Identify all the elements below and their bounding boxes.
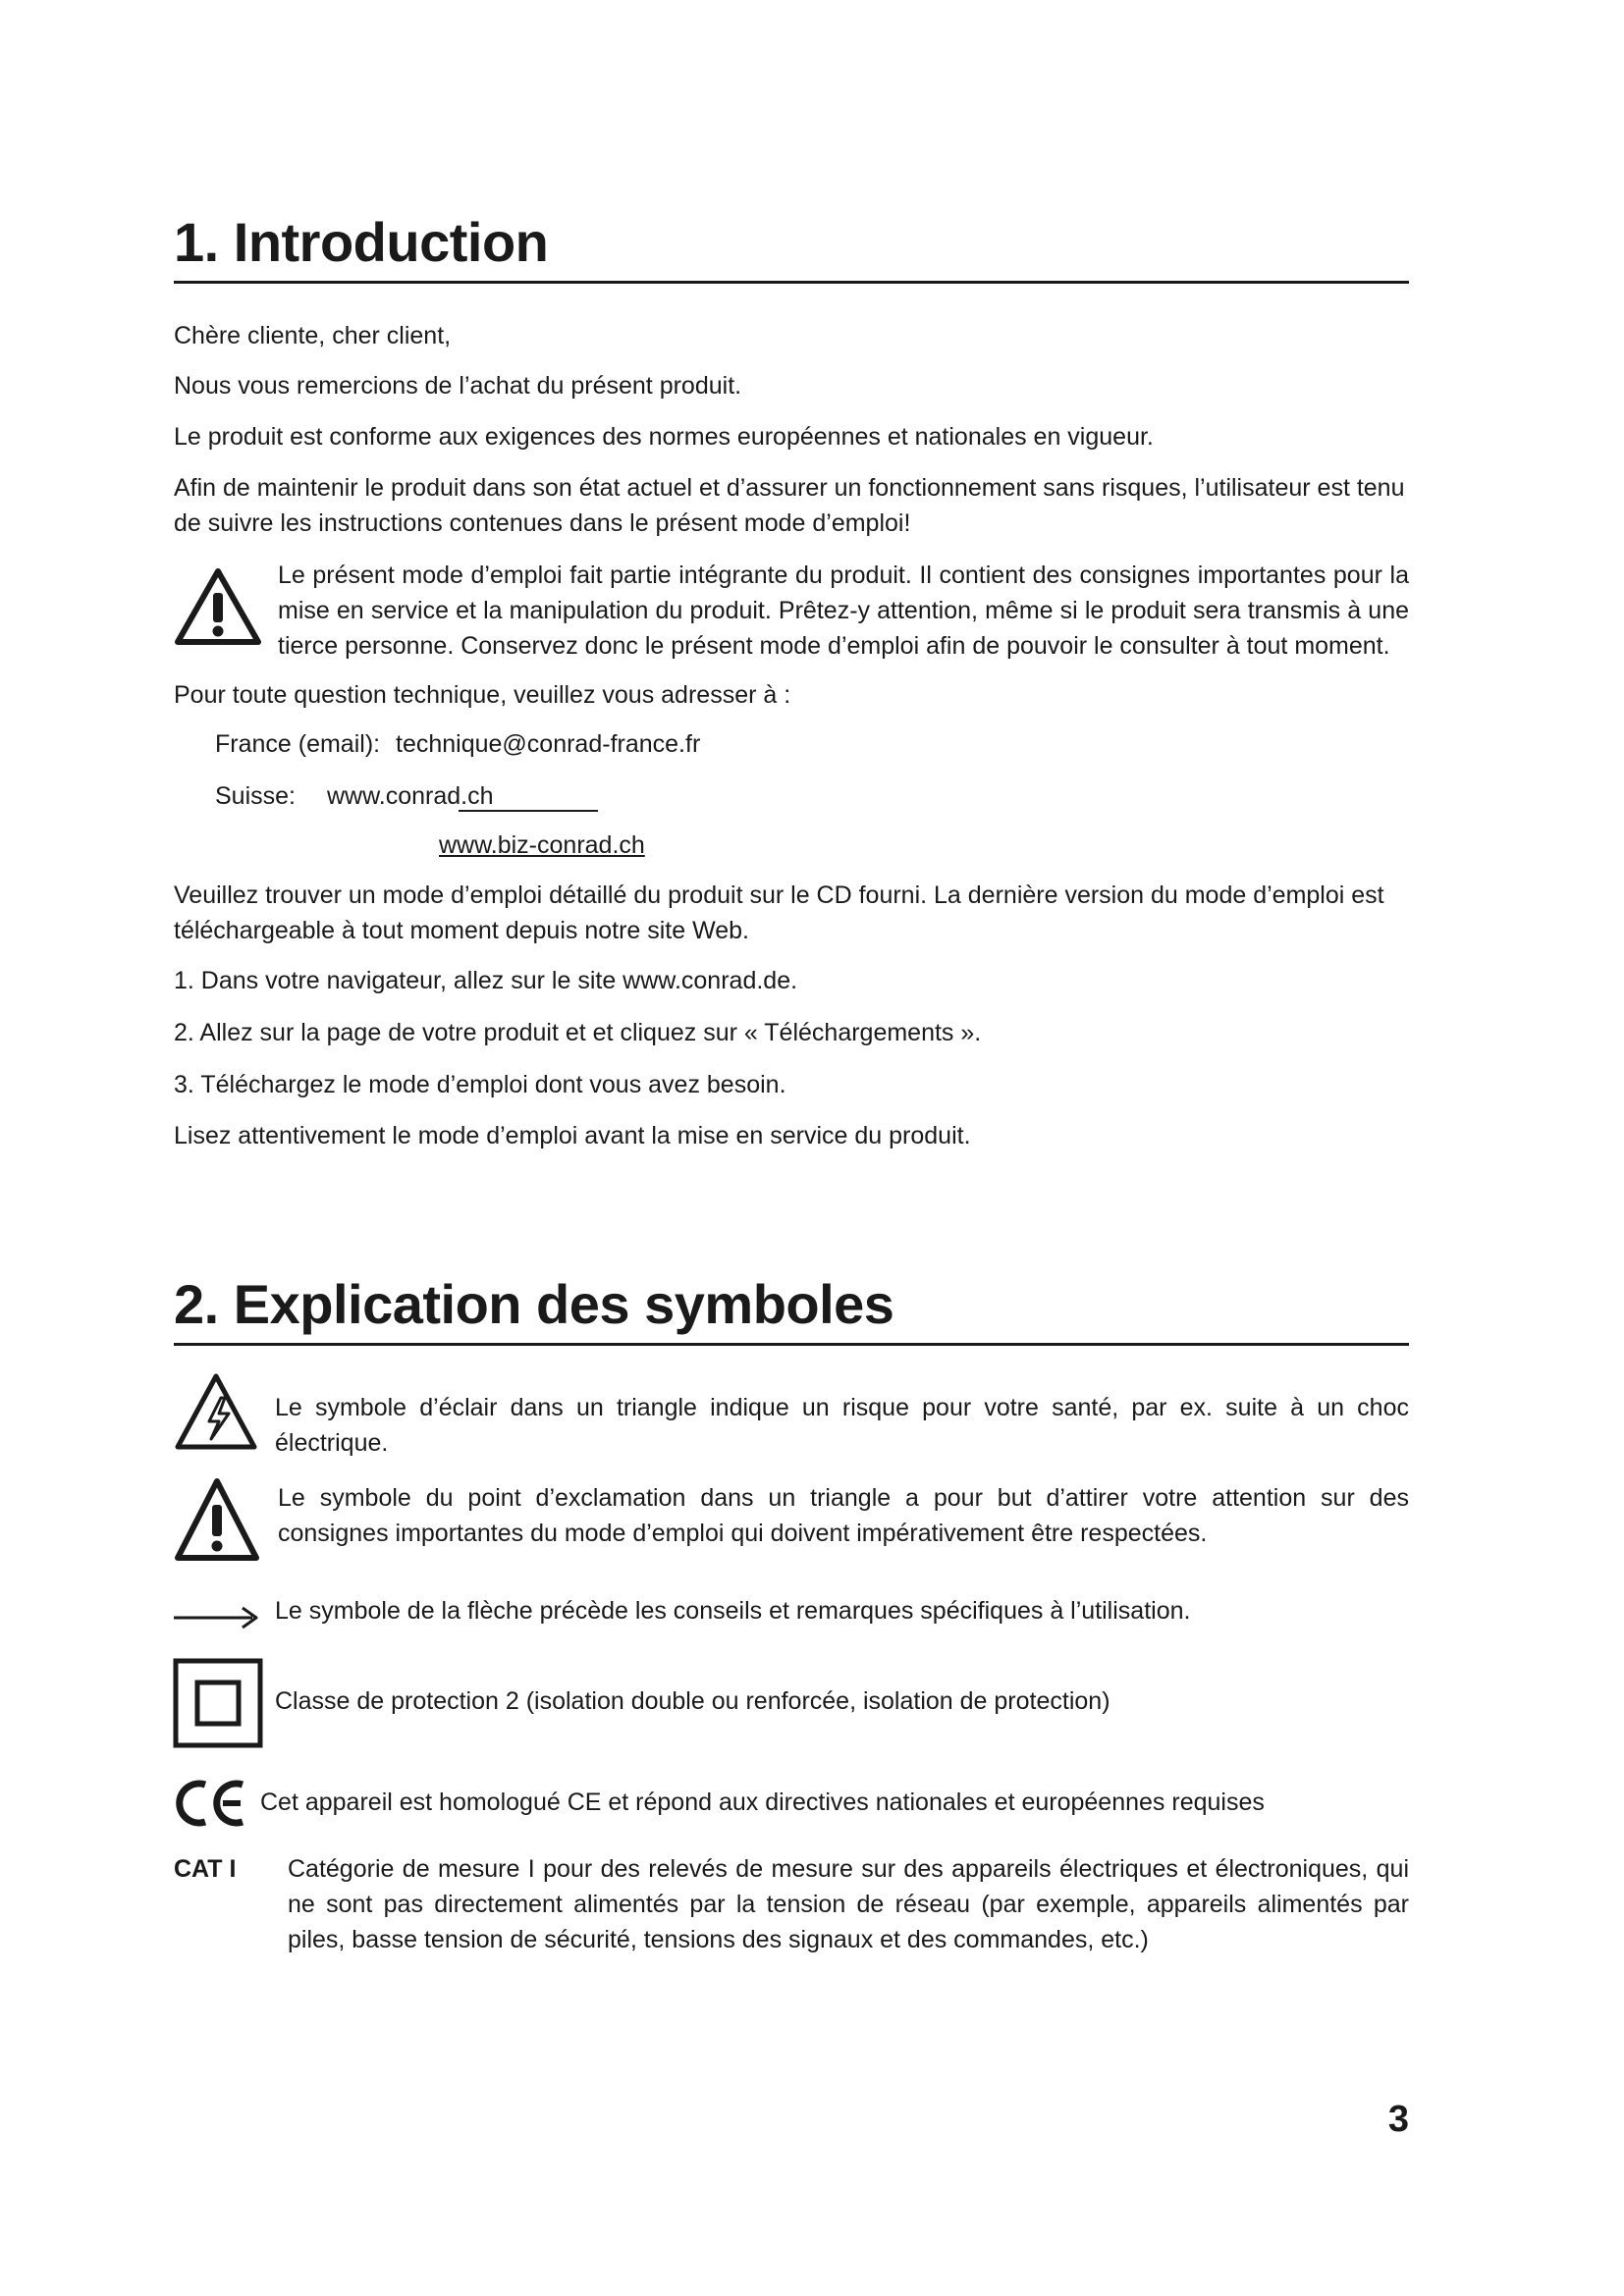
- suisse-label: Suisse:: [215, 782, 296, 810]
- lightning-text: Le symbole d’éclair dans un triangle indique un risque pour votre santé, par ex. suite à un choc électrique.: [275, 1394, 1409, 1457]
- arrow-right-icon: [174, 1605, 260, 1630]
- section-1-heading: 1. Introduction: [174, 208, 1409, 284]
- lightning-triangle-icon: [174, 1372, 258, 1451]
- underline-rule: [459, 810, 598, 812]
- page: [174, 0, 1409, 2296]
- paragraph-conform: Le produit est conforme aux exigences des normes européennes et nationales en vigueur.: [174, 423, 1154, 451]
- biz-conrad-link[interactable]: www.biz-conrad.ch: [439, 831, 645, 859]
- paragraph-read: Lisez attentivement le mode d’emploi avant la mise en service du produit.: [174, 1122, 971, 1149]
- step-2: 2. Allez sur la page de votre produit et et cliquez sur « Téléchargements ».: [174, 1019, 982, 1046]
- class2-text: Classe de protection 2 (isolation double ou renforcée, isolation de protection): [275, 1687, 1110, 1715]
- contact-intro: Pour toute question technique, veuillez vous adresser à :: [174, 681, 791, 709]
- warning-note-text: Le présent mode d’emploi fait partie intégrante du produit. Il contient des consignes importantes pour la mise en service et la manipulation du produit. Prêtez-y attention, même si le produit sera transmis à une tierce personne. Conservez donc le présent mode d’emploi afin de pouvoir le consulter à tout moment.: [278, 561, 1409, 660]
- exclamation-triangle-icon: [174, 567, 262, 646]
- france-email-link[interactable]: technique@conrad-france.fr: [396, 730, 701, 758]
- ce-mark-icon: [174, 1779, 248, 1828]
- cat-text: Catégorie de mesure I pour des relevés de mesure sur des appareils électriques et électroniques, qui ne sont pas directement alimentés par la tension de réseau (par exemple, appareils alimentés par piles, basse tension de sécurité, tensions des signaux et des commandes, etc.): [288, 1855, 1409, 1953]
- page-number: 3: [1387, 2099, 1409, 2140]
- exclamation-triangle-icon-2: [174, 1477, 260, 1562]
- paragraph-thanks: Nous vous remercions de l’achat du présent produit.: [174, 372, 742, 400]
- exclamation-text: Le symbole du point d’exclamation dans un triangle a pour but d’attirer votre attention sur des consignes importantes du mode d’emploi qui doivent impérativement être respectées.: [278, 1484, 1409, 1547]
- cat-label: CAT I: [174, 1855, 237, 1883]
- paragraph-maintain: Afin de maintenir le produit dans son état actuel et d’assurer un fonctionnement sans risques, l’utilisateur est tenu de suivre les instructions contenues dans le présent mode d’emploi!: [174, 474, 1405, 537]
- france-label: France (email):: [215, 730, 381, 758]
- step-3: 3. Téléchargez le mode d’emploi dont vous avez besoin.: [174, 1071, 786, 1098]
- suisse-link[interactable]: www.conrad.ch: [327, 782, 494, 810]
- double-square-icon: [174, 1659, 262, 1747]
- arrow-text: Le symbole de la flèche précède les conseils et remarques spécifiques à l’utilisation.: [275, 1597, 1191, 1625]
- ce-text: Cet appareil est homologué CE et répond aux directives nationales et européennes requises: [260, 1789, 1265, 1816]
- greeting: Chère cliente, cher client,: [174, 322, 452, 349]
- step-1: 1. Dans votre navigateur, allez sur le site www.conrad.de.: [174, 967, 798, 994]
- section-2-heading: 2. Explication des symboles: [174, 1270, 1409, 1346]
- paragraph-cd: Veuillez trouver un mode d’emploi détaillé du produit sur le CD fourni. La dernière version du mode d’emploi est téléchargeable à tout moment depuis notre site Web.: [174, 881, 1384, 944]
